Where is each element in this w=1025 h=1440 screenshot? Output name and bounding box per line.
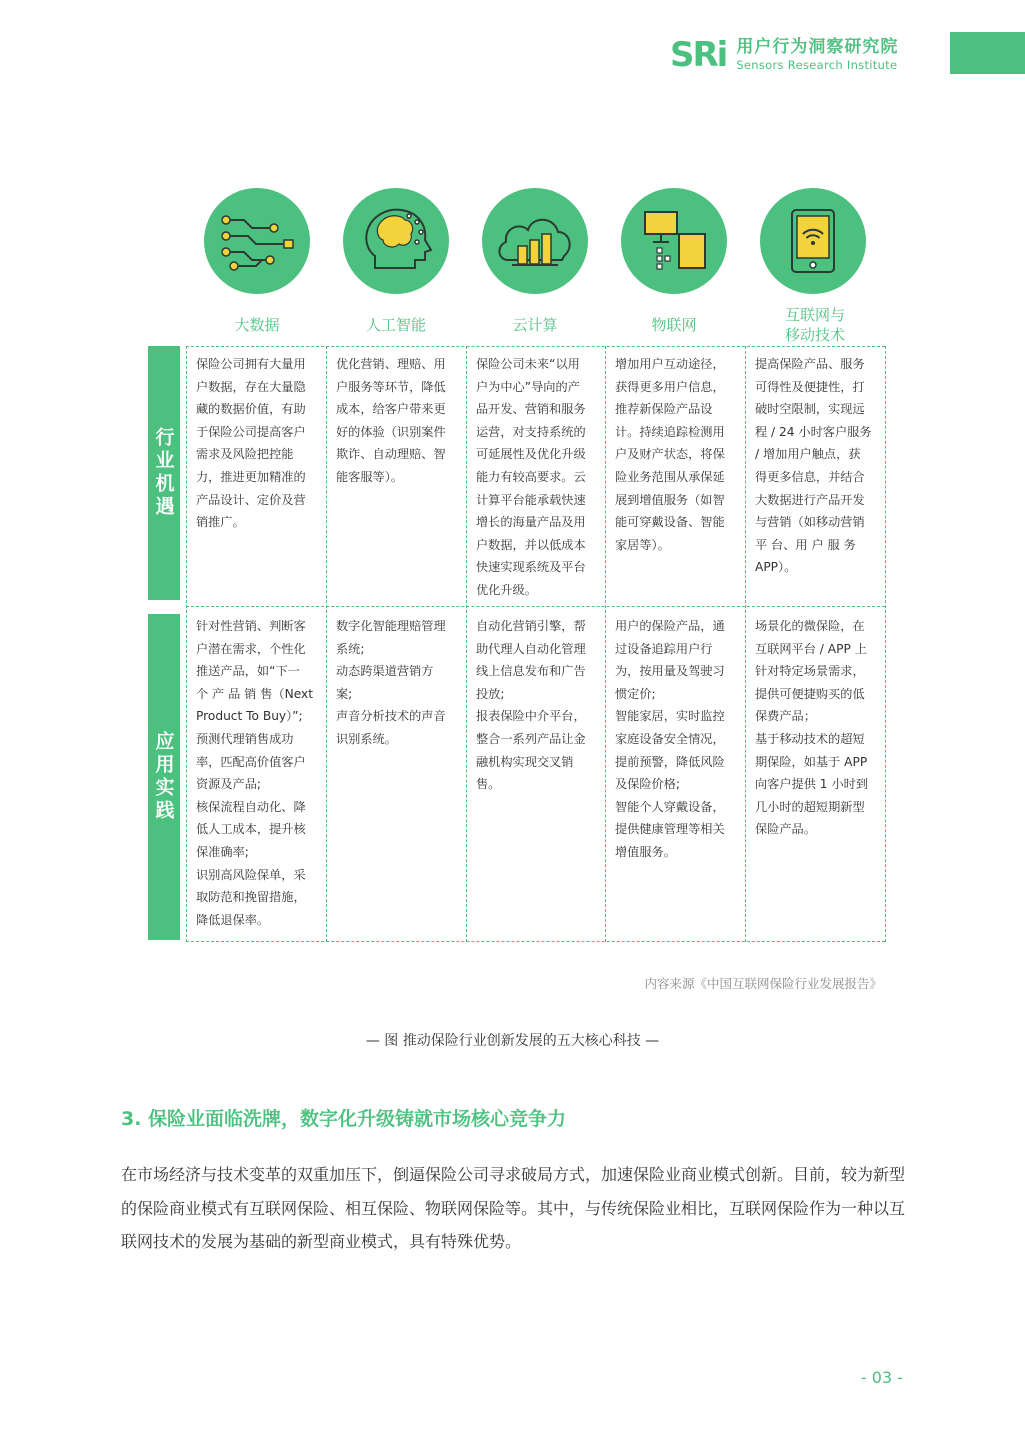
cell-line: 保费产品；	[755, 709, 816, 724]
cell-mobile-opportunity	[745, 346, 885, 604]
cell-line: 售。	[476, 777, 501, 792]
cell-line: 互联网平台 / APP 上	[755, 641, 867, 656]
cell-line: 提供可便捷购买的低	[755, 686, 865, 701]
cell-bigdata-practice	[186, 608, 326, 931]
devices-icon	[621, 188, 727, 294]
cell-line: 大数据进行产品开发	[755, 492, 865, 507]
cell-line: 融机构实现交叉销	[476, 754, 574, 769]
mobile-wifi-icon	[760, 188, 866, 294]
cell-line: 基于移动技术的超短	[755, 731, 865, 746]
cell-bigdata-opportunity	[186, 346, 326, 604]
cell-iot-practice	[605, 608, 745, 864]
cell-line: 向客户提供 1 小时到	[755, 777, 869, 792]
logo-mark: SRi	[670, 35, 727, 75]
cell-line: 识别高风险保单，采	[196, 867, 306, 882]
cell-line: / 增加用户触点，获	[755, 447, 861, 462]
tech-label-ai: 人工智能	[365, 316, 426, 334]
cell-line: 可得性及便捷性，打	[755, 379, 865, 394]
cell-line: 户为中心”导向的产	[476, 379, 580, 394]
cell-line: 程 / 24 小时客户服务	[755, 424, 872, 439]
section-title: 3. 保险业面临洗牌，数字化升级铸就市场核心竞争力	[121, 1108, 567, 1130]
cell-ai-practice	[326, 608, 466, 751]
figure-caption: — 图 推动保险行业创新发展的五大核心科技 —	[365, 1033, 660, 1049]
source-note: 内容来源《中国互联网保险行业发展报告》	[644, 976, 882, 991]
cell-line: 提前预警，降低风险	[615, 754, 725, 769]
cell-line: 案;	[336, 686, 353, 701]
cell-line: 提供健康管理等相关	[615, 822, 725, 837]
cell-line: 需求及风险把控能	[196, 447, 294, 462]
cell-line: 低人工成本，提升核	[196, 822, 306, 837]
tech-label-big-data: 大数据	[234, 316, 280, 334]
brand-logo	[670, 35, 899, 75]
cell-line: 提高保险产品、服务	[755, 357, 865, 371]
cell-line: 推送产品，如“下一	[196, 664, 300, 679]
cell-line: 识别系统。	[336, 731, 397, 746]
cell-line: 保险产品。	[755, 822, 816, 837]
cell-line: 助代理人自动化管理	[476, 641, 586, 656]
cell-line: 快速实现系统及平台	[476, 560, 586, 575]
tech-label-mobile: 互联网与 移动技术	[784, 306, 845, 344]
cloud-chart-icon	[482, 188, 588, 294]
cell-line: 户及财产状态，将保	[615, 447, 725, 462]
cell-line: 报表保险中介平台，	[476, 709, 586, 724]
cell-line: 家庭设备安全情况，	[615, 731, 725, 746]
cell-line: 产品设计、定价及营	[196, 492, 306, 507]
cell-line: 户数据，并以低成本	[476, 537, 586, 552]
cell-line: 保险公司拥有大量用	[196, 357, 306, 371]
cell-line: 家居等）。	[615, 537, 670, 552]
cell-line: 与营销（如移动营销	[755, 515, 865, 530]
cell-line: 能客服等）。	[336, 469, 404, 484]
cell-line: 及保险价格;	[615, 777, 681, 792]
cell-line: 平 台、用 户 服 务	[755, 537, 856, 552]
cell-line: 能可穿戴设备、智能	[615, 515, 725, 530]
cell-line: 投放;	[476, 686, 505, 701]
cell-line: 增值服务。	[615, 844, 676, 859]
cell-line: 推荐新保险产品设	[615, 402, 713, 417]
tech-table	[148, 346, 886, 942]
cell-line: 过设备追踪用户行	[615, 641, 713, 656]
cell-line: 于保险公司提高客户	[196, 424, 306, 439]
cell-line: 率，匹配高价值客户	[196, 754, 306, 769]
page-number: - 03 -	[860, 1368, 903, 1387]
row-label-opportunity: 行业机遇	[148, 346, 180, 600]
cell-iot-opportunity	[605, 346, 745, 604]
cell-line: 场景化的微保险，在	[755, 619, 865, 633]
cell-line: 降低退保率。	[196, 912, 270, 927]
cell-line: 用户的保险产品，通	[615, 619, 725, 633]
cell-line: 保准确率;	[196, 844, 249, 859]
cell-line: 销推广。	[196, 515, 245, 530]
cell-line: 成本，给客户带来更	[336, 402, 446, 417]
cell-line: 系统;	[336, 641, 365, 656]
ai-head-icon	[343, 188, 449, 294]
cell-line: 能力有较高要求。云	[476, 469, 586, 484]
cell-line: 针对特定场景需求，	[755, 664, 865, 679]
cell-line: 核保流程自动化、降	[196, 799, 306, 814]
cell-line: 户数据，存在大量隐	[196, 379, 306, 394]
cell-line: 智能个人穿戴设备，	[615, 799, 725, 814]
cell-line: 取防范和挽留措施，	[196, 890, 306, 905]
cell-line: 户服务等环节，降低	[336, 379, 446, 394]
cell-line: 数字化智能理赔管理	[336, 619, 446, 633]
cell-line: 可延展性及优化升级	[476, 447, 586, 462]
cell-cloud-opportunity	[466, 346, 605, 604]
tech-label-cloud: 云计算	[512, 316, 558, 334]
cell-line: 期保险，如基于 APP	[755, 754, 868, 769]
cell-line: 线上信息发布和广告	[476, 664, 586, 679]
cell-line: Product To Buy）”;	[196, 709, 303, 724]
cell-line: 预测代理销售成功	[196, 731, 294, 746]
cell-line: 针对性营销、判断客	[196, 619, 306, 633]
cell-line: 破时空限制，实现远	[755, 402, 865, 417]
circuit-icon	[204, 188, 310, 294]
cell-line: 动态跨渠道营销方	[336, 664, 434, 679]
cell-line: 计。持续追踪检测用	[615, 424, 725, 439]
tech-label-iot: 物联网	[651, 316, 697, 334]
logo-chinese-name: 用户行为洞察研究院	[736, 36, 899, 57]
cell-line: 好的体验（识别案件	[336, 424, 446, 439]
cell-line: 整合一系列产品让金	[476, 731, 586, 746]
cell-line: 展到增值服务（如智	[615, 492, 725, 507]
cell-line: 藏的数据价值，有助	[196, 402, 306, 417]
cell-mobile-practice	[745, 608, 885, 841]
cell-line: 声音分析技术的声音	[336, 709, 446, 724]
cell-line: 智能家居，实时监控	[615, 709, 725, 724]
cell-line: APP）。	[755, 560, 797, 575]
cell-line: 运营，对支持系统的	[476, 424, 586, 439]
cell-line: 险业务范围从承保延	[615, 469, 725, 484]
cell-line: 优化营销、理赔、用	[336, 357, 446, 371]
logo-text	[736, 36, 899, 72]
cell-line: 计算平台能承载快速	[476, 492, 586, 507]
section-paragraph: 在市场经济与技术变革的双重加压下，倒逼保险公司寻求破局方式，加速保险业商业模式创新。目前，较为新型的保险商业模式有互联网保险、相互保险、物联网保险等。其中，与传统保险业相比，互联网保险作为一种以互联网技术的发展为基础的新型商业模式，具有特殊优势。	[121, 1165, 906, 1251]
cell-line: 获得更多用户信息，	[615, 379, 725, 394]
cell-line: 增加用户互动途径，	[615, 357, 725, 371]
cell-line: 力，推进更加精准的	[196, 469, 306, 484]
cell-ai-opportunity	[326, 346, 466, 604]
cell-line: 得更多信息，并结合	[755, 469, 865, 484]
cell-line: 惯定价;	[615, 686, 656, 701]
cell-line: 几小时的超短期新型	[755, 799, 865, 814]
header-corner-block	[950, 32, 1025, 74]
row-label-practice: 应用实践	[148, 614, 180, 940]
cell-line: 欺诈、自动理赔、智	[336, 447, 446, 462]
cell-line: 为，按用量及驾驶习	[615, 664, 725, 679]
cell-line: 保险公司未来“以用	[476, 357, 580, 371]
cell-cloud-practice	[466, 608, 605, 796]
cell-line: 个 产 品 销 售（Next	[196, 686, 314, 701]
logo-english-name: Sensors Research Institute	[736, 57, 898, 72]
cell-line: 自动化营销引擎，帮	[476, 619, 586, 633]
cell-line: 户潜在需求，个性化	[196, 641, 306, 656]
cell-line: 增长的海量产品及用	[476, 515, 586, 530]
cell-line: 品开发、营销和服务	[476, 402, 586, 417]
cell-line: 优化升级。	[476, 582, 537, 597]
cell-line: 资源及产品;	[196, 777, 262, 792]
